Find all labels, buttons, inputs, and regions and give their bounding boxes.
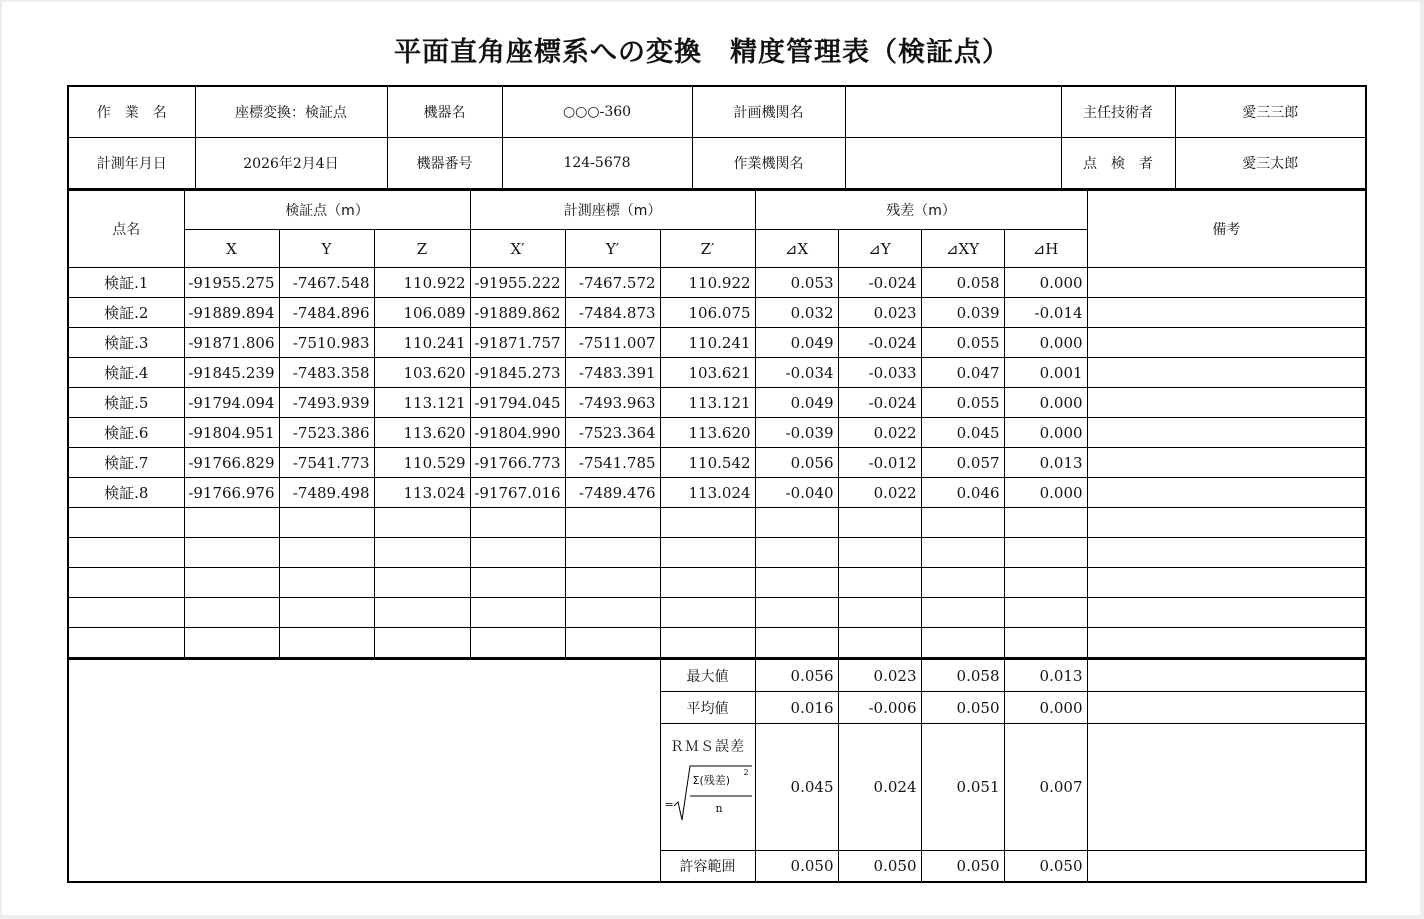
cell-point-name: 検証.1 — [69, 268, 184, 298]
cell-dxy: 0.055 — [921, 328, 1004, 358]
cell-dh — [1004, 568, 1087, 598]
cell-point-name: 検証.5 — [69, 388, 184, 418]
cell-z: 110.241 — [374, 328, 470, 358]
cell-dh: 0.000 — [1004, 328, 1087, 358]
cell-dx: -0.039 — [755, 418, 838, 448]
cell-dxy: 0.058 — [921, 268, 1004, 298]
cell-remarks — [1087, 268, 1365, 298]
cell-dh — [1004, 628, 1087, 658]
cell-z2: 106.075 — [660, 298, 755, 328]
cell-dh: 0.000 — [1004, 478, 1087, 508]
cell-point-name — [69, 538, 184, 568]
cell-y2: -7467.572 — [565, 268, 660, 298]
cell-dh: 0.000 — [1004, 388, 1087, 418]
cell-dy — [838, 538, 921, 568]
cell-x2: -91845.273 — [470, 358, 565, 388]
chief-engineer-label: 主任技術者 — [1061, 87, 1175, 138]
rms-dxy: 0.051 — [921, 724, 1004, 851]
cell-z — [374, 508, 470, 538]
formula-denominator: n — [715, 802, 723, 815]
col-dy: ⊿Y — [838, 230, 921, 268]
cell-x: -91766.829 — [184, 448, 279, 478]
tolerance-dh: 0.050 — [1004, 851, 1087, 882]
cell-x2 — [470, 628, 565, 658]
paper — [2, 2, 1420, 915]
table-row — [69, 268, 1365, 298]
summary-table — [69, 658, 1365, 881]
cell-z2: 110.542 — [660, 448, 755, 478]
cell-remarks — [1087, 598, 1365, 628]
cell-x: -91766.976 — [184, 478, 279, 508]
cell-dxy — [921, 538, 1004, 568]
cell-point-name: 検証.8 — [69, 478, 184, 508]
cell-dy — [838, 508, 921, 538]
formula-equals: = — [664, 798, 674, 811]
cell-point-name: 検証.2 — [69, 298, 184, 328]
cell-y: -7467.548 — [279, 268, 374, 298]
cell-dx: 0.049 — [755, 328, 838, 358]
work-org-label: 作業機関名 — [692, 138, 845, 189]
accuracy-sheet — [67, 85, 1367, 883]
cell-x2: -91767.016 — [470, 478, 565, 508]
cell-x2 — [470, 598, 565, 628]
cell-dh — [1004, 508, 1087, 538]
date-value: 2026年2月4日 — [195, 138, 387, 189]
cell-point-name — [69, 508, 184, 538]
formula-exponent: 2 — [743, 768, 749, 777]
cell-dxy: 0.046 — [921, 478, 1004, 508]
cell-dy: -0.024 — [838, 388, 921, 418]
tolerance-label: 許容範囲 — [660, 851, 755, 882]
cell-z: 113.620 — [374, 418, 470, 448]
cell-y — [279, 538, 374, 568]
cell-dxy — [921, 628, 1004, 658]
mean-dx: 0.016 — [755, 692, 838, 724]
cell-dx — [755, 568, 838, 598]
cell-remarks — [1087, 508, 1365, 538]
col-group-residual: 残差（m） — [755, 190, 1087, 230]
cell-point-name: 検証.6 — [69, 418, 184, 448]
cell-remarks — [1087, 388, 1365, 418]
col-z-prime: Z′ — [660, 230, 755, 268]
cell-dxy: 0.057 — [921, 448, 1004, 478]
cell-x — [184, 568, 279, 598]
cell-dxy: 0.045 — [921, 418, 1004, 448]
mean-dy: -0.006 — [838, 692, 921, 724]
tolerance-remarks — [1087, 851, 1365, 882]
cell-x2 — [470, 508, 565, 538]
cell-z: 110.529 — [374, 448, 470, 478]
cell-z — [374, 598, 470, 628]
max-dy: 0.023 — [838, 659, 921, 692]
cell-point-name: 検証.4 — [69, 358, 184, 388]
cell-dy: 0.022 — [838, 418, 921, 448]
cell-dx — [755, 538, 838, 568]
cell-z: 113.121 — [374, 388, 470, 418]
cell-dx: 0.049 — [755, 388, 838, 418]
col-z: Z — [374, 230, 470, 268]
max-remarks — [1087, 659, 1365, 692]
cell-z2 — [660, 568, 755, 598]
col-group-check-point: 検証点（m） — [184, 190, 470, 230]
cell-dx: 0.056 — [755, 448, 838, 478]
col-x-prime: X′ — [470, 230, 565, 268]
cell-dx: 0.032 — [755, 298, 838, 328]
cell-z: 113.024 — [374, 478, 470, 508]
cell-x2: -91794.045 — [470, 388, 565, 418]
cell-dxy: 0.055 — [921, 388, 1004, 418]
cell-dh: 0.001 — [1004, 358, 1087, 388]
cell-x — [184, 598, 279, 628]
max-dxy: 0.058 — [921, 659, 1004, 692]
cell-z2: 113.620 — [660, 418, 755, 448]
rms-remarks — [1087, 724, 1365, 851]
cell-z2: 113.121 — [660, 388, 755, 418]
cell-y2 — [565, 538, 660, 568]
cell-dh — [1004, 598, 1087, 628]
work-name-label: 作 業 名 — [69, 87, 195, 138]
cell-dxy: 0.047 — [921, 358, 1004, 388]
max-dh: 0.013 — [1004, 659, 1087, 692]
cell-x2 — [470, 538, 565, 568]
cell-y: -7489.498 — [279, 478, 374, 508]
tolerance-dxy: 0.050 — [921, 851, 1004, 882]
cell-dh: 0.013 — [1004, 448, 1087, 478]
data-table — [69, 189, 1365, 658]
cell-x — [184, 508, 279, 538]
empty-row — [69, 508, 1365, 538]
cell-y: -7523.386 — [279, 418, 374, 448]
cell-z: 103.620 — [374, 358, 470, 388]
table-row — [69, 418, 1365, 448]
cell-dx: 0.053 — [755, 268, 838, 298]
cell-y2: -7493.963 — [565, 388, 660, 418]
tolerance-dx: 0.050 — [755, 851, 838, 882]
date-label: 計測年月日 — [69, 138, 195, 189]
rms-formula — [664, 756, 752, 826]
cell-z — [374, 538, 470, 568]
cell-z: 110.922 — [374, 268, 470, 298]
cell-y2 — [565, 598, 660, 628]
cell-dy: -0.024 — [838, 328, 921, 358]
inspector-label: 点 検 者 — [1061, 138, 1175, 189]
cell-remarks — [1087, 538, 1365, 568]
cell-x: -91845.239 — [184, 358, 279, 388]
col-dxy: ⊿XY — [921, 230, 1004, 268]
formula-numerator: Σ(残差) — [692, 774, 731, 787]
cell-point-name — [69, 598, 184, 628]
mean-label: 平均値 — [660, 692, 755, 724]
cell-dxy — [921, 568, 1004, 598]
cell-dx — [755, 508, 838, 538]
cell-dx — [755, 598, 838, 628]
cell-y — [279, 508, 374, 538]
cell-remarks — [1087, 418, 1365, 448]
cell-x: -91871.806 — [184, 328, 279, 358]
plan-org-value — [845, 87, 1061, 138]
header-table — [69, 87, 1365, 189]
cell-y2: -7489.476 — [565, 478, 660, 508]
cell-x2: -91871.757 — [470, 328, 565, 358]
sqrt-symbol — [664, 756, 752, 826]
cell-z2: 110.922 — [660, 268, 755, 298]
cell-dh: 0.000 — [1004, 268, 1087, 298]
cell-y: -7510.983 — [279, 328, 374, 358]
work-org-value — [845, 138, 1061, 189]
cell-point-name — [69, 568, 184, 598]
cell-dy — [838, 598, 921, 628]
cell-x: -91889.894 — [184, 298, 279, 328]
device-name-label: 機器名 — [387, 87, 502, 138]
cell-remarks — [1087, 478, 1365, 508]
cell-dxy — [921, 508, 1004, 538]
cell-y: -7483.358 — [279, 358, 374, 388]
rms-dy: 0.024 — [838, 724, 921, 851]
cell-dy: -0.024 — [838, 268, 921, 298]
col-y: Y — [279, 230, 374, 268]
cell-dx — [755, 628, 838, 658]
col-dh: ⊿H — [1004, 230, 1087, 268]
cell-z2: 110.241 — [660, 328, 755, 358]
cell-y: -7541.773 — [279, 448, 374, 478]
cell-dxy — [921, 598, 1004, 628]
cell-y: -7493.939 — [279, 388, 374, 418]
empty-row — [69, 568, 1365, 598]
mean-remarks — [1087, 692, 1365, 724]
empty-row — [69, 628, 1365, 658]
work-name-value: 座標変換：検証点 — [195, 87, 387, 138]
cell-z2: 103.621 — [660, 358, 755, 388]
cell-y2: -7541.785 — [565, 448, 660, 478]
rms-label: ＲＭＳ誤差 — [670, 739, 745, 755]
cell-x: -91804.951 — [184, 418, 279, 448]
summary-blank — [69, 659, 660, 881]
cell-x — [184, 628, 279, 658]
cell-dy: 0.023 — [838, 298, 921, 328]
cell-z: 106.089 — [374, 298, 470, 328]
cell-y2 — [565, 508, 660, 538]
device-number-label: 機器番号 — [387, 138, 502, 189]
cell-y — [279, 598, 374, 628]
cell-dh: -0.014 — [1004, 298, 1087, 328]
table-row — [69, 358, 1365, 388]
col-dx: ⊿X — [755, 230, 838, 268]
cell-remarks — [1087, 448, 1365, 478]
cell-z2 — [660, 508, 755, 538]
cell-y2 — [565, 628, 660, 658]
cell-z2 — [660, 598, 755, 628]
cell-z2 — [660, 628, 755, 658]
col-remarks: 備考 — [1087, 190, 1365, 268]
cell-y2: -7483.391 — [565, 358, 660, 388]
empty-row — [69, 538, 1365, 568]
cell-x2: -91804.990 — [470, 418, 565, 448]
col-x: X — [184, 230, 279, 268]
cell-y — [279, 628, 374, 658]
cell-remarks — [1087, 298, 1365, 328]
table-row — [69, 448, 1365, 478]
plan-org-label: 計画機関名 — [692, 87, 845, 138]
cell-x: -91794.094 — [184, 388, 279, 418]
empty-row — [69, 598, 1365, 628]
cell-z — [374, 568, 470, 598]
cell-dx: -0.040 — [755, 478, 838, 508]
cell-z2: 113.024 — [660, 478, 755, 508]
cell-point-name: 検証.3 — [69, 328, 184, 358]
cell-y2: -7523.364 — [565, 418, 660, 448]
cell-remarks — [1087, 568, 1365, 598]
col-y-prime: Y′ — [565, 230, 660, 268]
cell-dy — [838, 568, 921, 598]
inspector-value: 愛三太郎 — [1175, 138, 1365, 189]
cell-z2 — [660, 538, 755, 568]
cell-y — [279, 568, 374, 598]
cell-x — [184, 538, 279, 568]
table-row — [69, 478, 1365, 508]
cell-remarks — [1087, 358, 1365, 388]
mean-dh: 0.000 — [1004, 692, 1087, 724]
cell-dh — [1004, 538, 1087, 568]
col-group-measured: 計測座標（m） — [470, 190, 755, 230]
max-dx: 0.056 — [755, 659, 838, 692]
cell-x2: -91766.773 — [470, 448, 565, 478]
col-point-name: 点名 — [69, 190, 184, 268]
page-title: 平面直角座標系への変換 精度管理表（検証点） — [394, 37, 1010, 68]
cell-z — [374, 628, 470, 658]
cell-dy: -0.012 — [838, 448, 921, 478]
table-row — [69, 298, 1365, 328]
cell-dxy: 0.039 — [921, 298, 1004, 328]
cell-remarks — [1087, 328, 1365, 358]
cell-y2: -7484.873 — [565, 298, 660, 328]
rms-cell — [660, 724, 755, 851]
rms-dh: 0.007 — [1004, 724, 1087, 851]
cell-dx: -0.034 — [755, 358, 838, 388]
cell-y2: -7511.007 — [565, 328, 660, 358]
chief-engineer-value: 愛三三郎 — [1175, 87, 1365, 138]
cell-y: -7484.896 — [279, 298, 374, 328]
table-row — [69, 388, 1365, 418]
mean-dxy: 0.050 — [921, 692, 1004, 724]
cell-y2 — [565, 568, 660, 598]
cell-remarks — [1087, 628, 1365, 658]
cell-dh: 0.000 — [1004, 418, 1087, 448]
device-number-value: 124-5678 — [502, 138, 692, 189]
cell-x2 — [470, 568, 565, 598]
table-row — [69, 328, 1365, 358]
tolerance-dy: 0.050 — [838, 851, 921, 882]
cell-point-name — [69, 628, 184, 658]
cell-dy: 0.022 — [838, 478, 921, 508]
cell-x: -91955.275 — [184, 268, 279, 298]
rms-dx: 0.045 — [755, 724, 838, 851]
device-name-value: ○○○-360 — [502, 87, 692, 138]
cell-x2: -91889.862 — [470, 298, 565, 328]
max-label: 最大値 — [660, 659, 755, 692]
cell-dy: -0.033 — [838, 358, 921, 388]
cell-point-name: 検証.7 — [69, 448, 184, 478]
cell-dy — [838, 628, 921, 658]
cell-x2: -91955.222 — [470, 268, 565, 298]
